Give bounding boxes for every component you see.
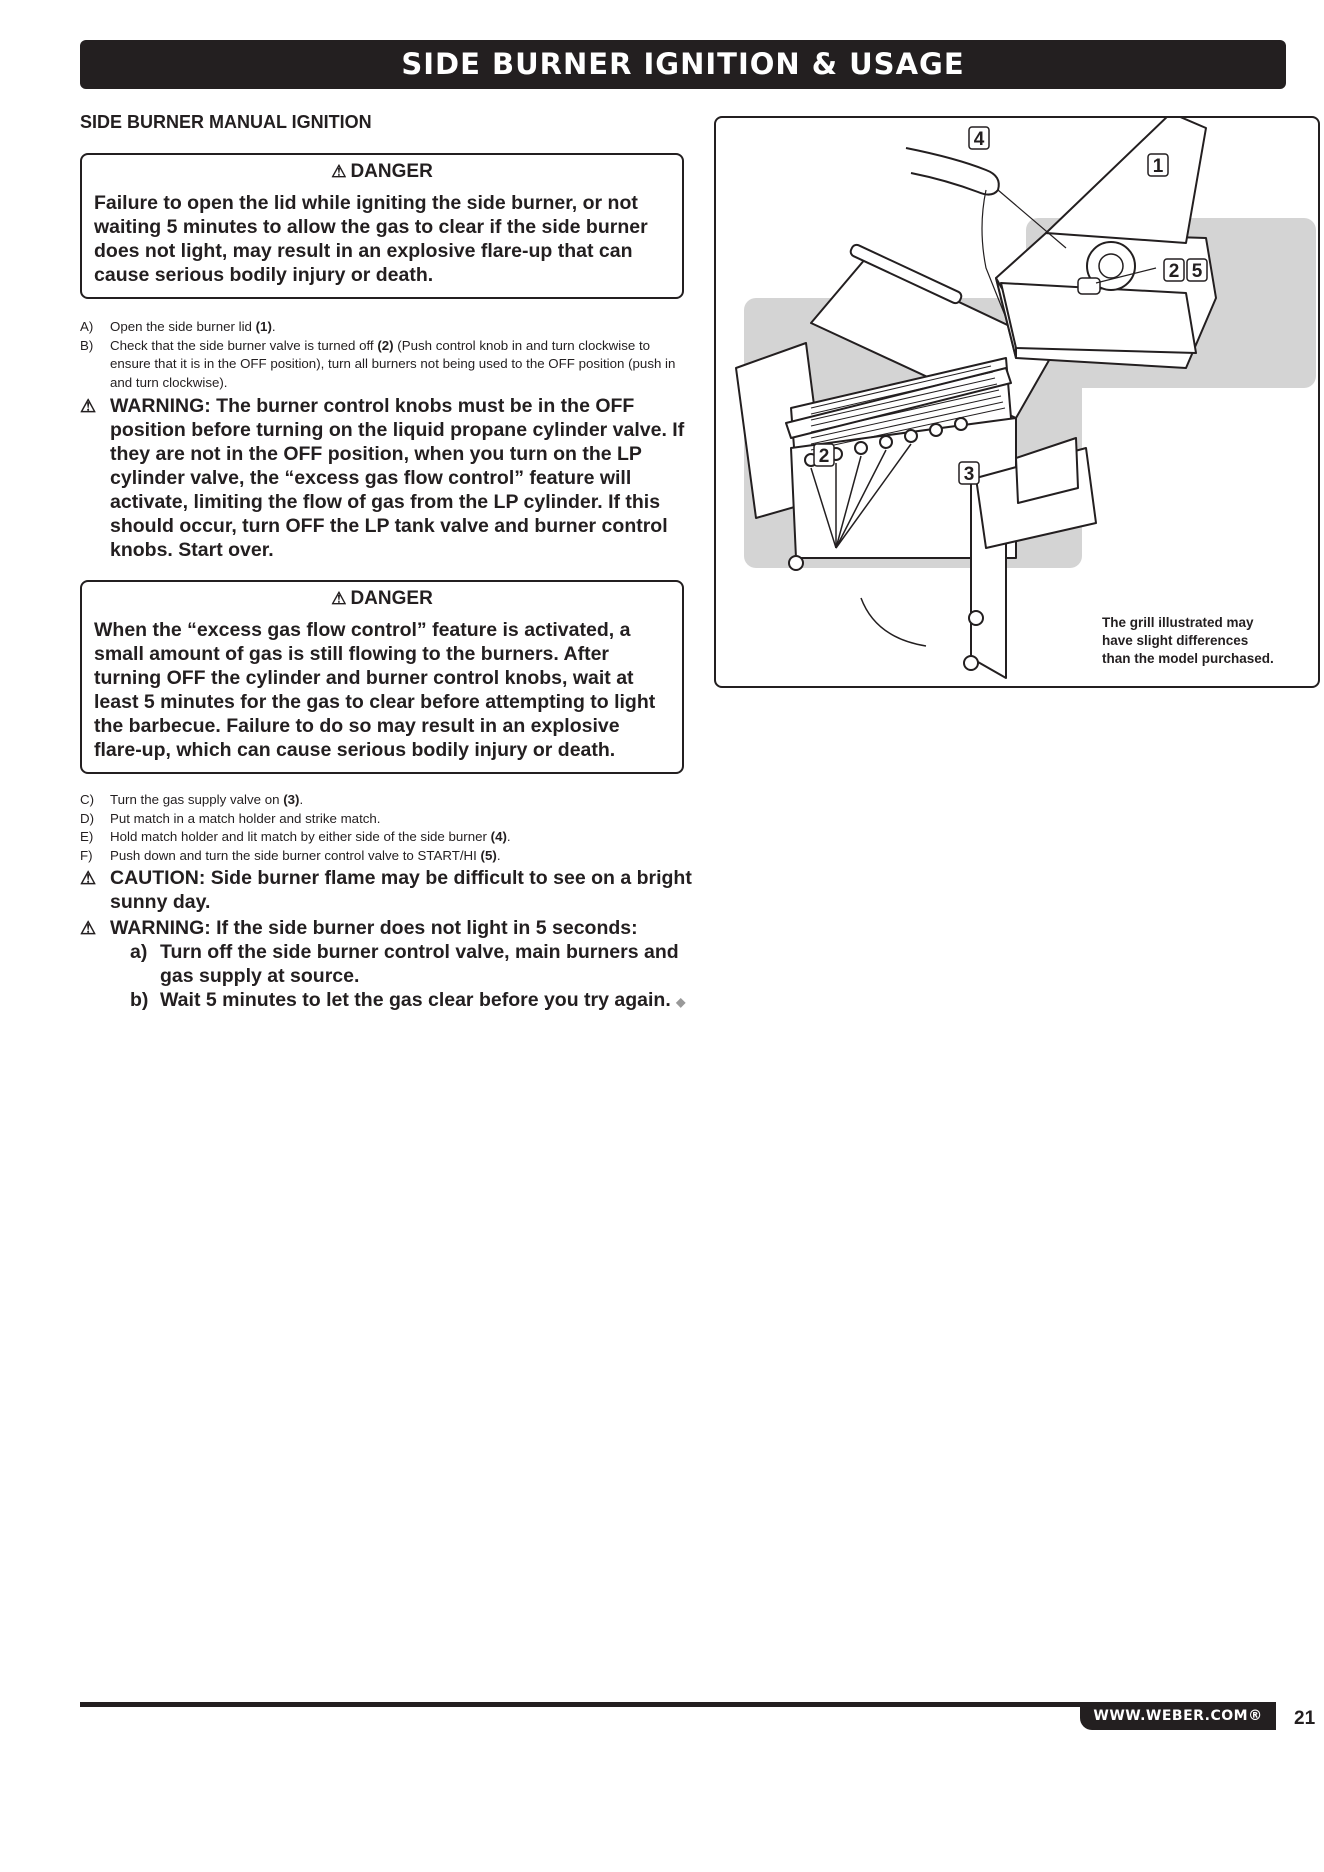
- callout-3: 3: [963, 464, 975, 485]
- section-title: SIDE BURNER MANUAL IGNITION: [80, 112, 372, 132]
- step-item: A) Open the side burner lid (1).: [80, 319, 276, 334]
- callout-2-knobs: 2: [818, 446, 830, 467]
- callout-4: 4: [973, 129, 985, 150]
- warning-triangle-icon: ⚠: [80, 868, 97, 888]
- grill-illustration-figure: [714, 116, 1320, 688]
- danger-box-2: [80, 580, 684, 774]
- warning-triangle-icon: ⚠: [80, 396, 97, 416]
- step-item: E) Hold match holder and lit match by either side of the side burner (4).: [80, 829, 511, 844]
- steps-list-2: [80, 791, 690, 865]
- danger-text: Failure to open the lid while igniting the side burner, or not waiting 5 minutes to allow the gas to clear if the side burner does not light, may result in an explosive flare-up that can cause serious bodily injury or death.: [94, 192, 648, 286]
- warning-triangle-icon: ⚠: [331, 589, 347, 608]
- warning-triangle-icon: ⚠: [331, 162, 347, 181]
- step-item: B) Check that the side burner valve is turned off (2) (Push control knob in and turn clockwise to ensure that it is in the OFF position), turn all burners not being used to the OFF position (push in and turn clockwise).: [80, 337, 676, 390]
- caution-block: ⚠ CAUTION: Side burner flame may be difficult to see on a bright sunny day.: [80, 867, 692, 913]
- end-mark-icon: ◆: [676, 995, 686, 1009]
- callout-1: 1: [1152, 156, 1164, 177]
- grill-illustration: [716, 118, 1318, 686]
- figure-caption: The grill illustrated may have slight differences than the model purchased.: [1102, 615, 1274, 666]
- page-header-title: SIDE BURNER IGNITION & USAGE: [80, 40, 1286, 89]
- step-item: C) Turn the gas supply valve on (3).: [80, 792, 304, 807]
- callout-5: 5: [1191, 261, 1203, 282]
- danger-box-1: [80, 153, 684, 299]
- step-item: F) Push down and turn the side burner control valve to START/HI (5).: [80, 847, 501, 863]
- warning-block-2: ⚠ WARNING: If the side burner does not light in 5 seconds:: [80, 917, 638, 939]
- danger-heading: ⚠ DANGER: [331, 588, 433, 609]
- page-number: 21: [1294, 1708, 1316, 1729]
- warning-triangle-icon: ⚠: [80, 918, 97, 938]
- substep-item: b) Wait 5 minutes to let the gas clear before you try again. ◆: [130, 989, 686, 1011]
- substeps-list: [130, 940, 690, 1014]
- callout-2-side: 2: [1168, 261, 1180, 282]
- substep-item: a) Turn off the side burner control valve, main burners and gas supply at source.: [130, 941, 679, 987]
- warning-block-1: ⚠ WARNING: The burner control knobs must be in the OFF position before turning on the liquid propane cylinder valve. If they are not in the OFF position, when you turn on the LP cylinder valve, the “excess gas flow control” feature will activate, limiting the flow of gas from the LP cylinder. If this should occur, turn OFF the LP tank valve and burner control knobs. Start over.: [80, 395, 685, 561]
- danger-text: When the “excess gas flow control” feature is activated, a small amount of gas is still flowing to the burners. After turning OFF the cylinder and burner control knobs, wait at least 5 minutes for the gas to clear before attempting to light the barbecue. Failure to do so may result in an explosive flare-up, which can cause serious bodily injury or death.: [94, 619, 656, 761]
- danger-heading: ⚠ DANGER: [331, 161, 433, 182]
- footer-website-link[interactable]: WWW.WEBER.COM®: [1080, 1702, 1276, 1730]
- steps-list-1: [80, 318, 690, 392]
- step-item: D) Put match in a match holder and strike match.: [80, 810, 381, 826]
